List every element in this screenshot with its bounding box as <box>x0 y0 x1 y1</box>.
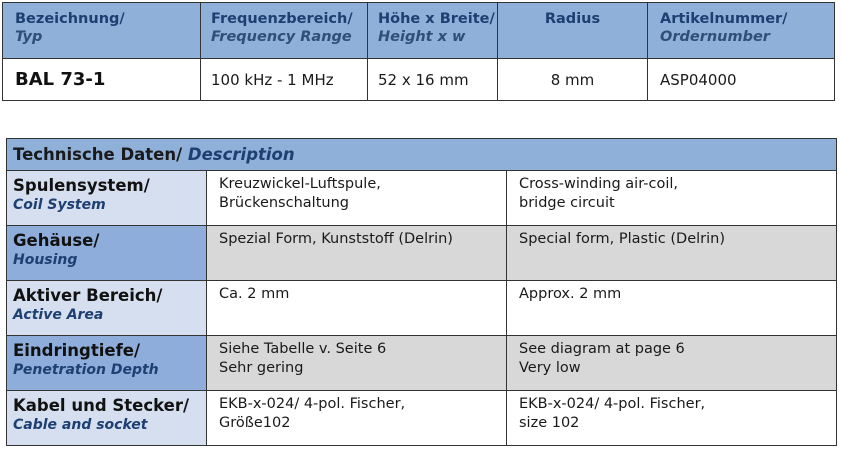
text-line: EKB-x-024/ 4-pol. Fischer, <box>219 396 406 412</box>
text-line: Größe102 <box>219 415 291 431</box>
table-row <box>7 336 837 391</box>
value-typ <box>3 59 201 101</box>
cell-english <box>507 336 837 391</box>
title-en: Description <box>187 145 295 164</box>
technical-data-title <box>7 139 837 171</box>
table-row <box>7 226 837 281</box>
cell-english <box>507 281 837 336</box>
text-line: bridge circuit <box>519 195 615 211</box>
row-label <box>7 336 207 391</box>
cell-english <box>507 391 837 446</box>
text-line: size 102 <box>519 415 580 431</box>
text-line: Brückenschaltung <box>219 195 349 211</box>
value-ordernumber: ASP04000 <box>648 59 835 101</box>
header-en: Height x w <box>378 29 466 45</box>
value-radius: 8 mm <box>498 59 648 101</box>
label-de: Eindringtiefe/ <box>13 341 140 360</box>
text-line: Cross-winding air-coil, <box>519 176 678 192</box>
label-de: Gehäuse/ <box>13 231 100 250</box>
technical-data-table <box>6 138 837 446</box>
row-label <box>7 226 207 281</box>
spec-value-row <box>3 59 835 101</box>
spec-header-row <box>3 3 835 59</box>
header-de: Höhe x Breite/ <box>378 11 495 27</box>
row-label <box>7 391 207 446</box>
label-en: Cable and socket <box>13 417 148 433</box>
text-line: Kreuzwickel-Luftspule, <box>219 176 381 192</box>
table-row <box>7 391 837 446</box>
type-name: BAL 73-1 <box>15 69 106 90</box>
label-en: Penetration Depth <box>13 362 159 378</box>
header-en: Ordernumber <box>660 29 770 45</box>
text-line: Siehe Tabelle v. Seite 6 <box>219 341 387 357</box>
header-frequenzbereich <box>201 3 368 59</box>
cell-german <box>207 281 507 336</box>
label-en: Coil System <box>13 197 106 213</box>
header-de: Bezeichnung/ <box>15 11 125 27</box>
label-en: Active Area <box>13 307 104 323</box>
text-line: Approx. 2 mm <box>519 286 622 302</box>
label-de: Spulensystem/ <box>13 176 150 195</box>
header-radius <box>498 3 648 59</box>
header-bezeichnung <box>3 3 201 59</box>
table-row <box>7 281 837 336</box>
cell-german <box>207 171 507 226</box>
label-en: Housing <box>13 252 78 268</box>
cell-german <box>207 226 507 281</box>
spec-table <box>2 2 835 101</box>
header-artikelnummer <box>648 3 835 59</box>
header-en: Typ <box>15 29 43 45</box>
header-de: Artikelnummer/ <box>660 11 788 27</box>
text-line: Ca. 2 mm <box>219 286 290 302</box>
text-line: Sehr gering <box>219 360 304 376</box>
cell-german <box>207 336 507 391</box>
table-row <box>7 171 837 226</box>
label-de: Kabel und Stecker/ <box>13 396 189 415</box>
row-label <box>7 171 207 226</box>
value-dimensions: 52 x 16 mm <box>368 59 498 101</box>
cell-english <box>507 171 837 226</box>
value-frequency: 100 kHz - 1 MHz <box>201 59 368 101</box>
title-de: Technische Daten/ <box>13 145 183 164</box>
text-line: See diagram at page 6 <box>519 341 685 357</box>
technical-data-title-row <box>7 139 837 171</box>
header-en: Frequency Range <box>211 29 352 45</box>
cell-german <box>207 391 507 446</box>
text-line: Spezial Form, Kunststoff (Delrin) <box>219 231 453 247</box>
cell-english <box>507 226 837 281</box>
header-hoehe-breite <box>368 3 498 59</box>
header-de: Frequenzbereich/ <box>211 11 353 27</box>
text-line: Very low <box>519 360 581 376</box>
row-label <box>7 281 207 336</box>
header-de: Radius <box>544 11 601 27</box>
text-line: EKB-x-024/ 4-pol. Fischer, <box>519 396 706 412</box>
text-line: Special form, Plastic (Delrin) <box>519 231 725 247</box>
label-de: Aktiver Bereich/ <box>13 286 163 305</box>
